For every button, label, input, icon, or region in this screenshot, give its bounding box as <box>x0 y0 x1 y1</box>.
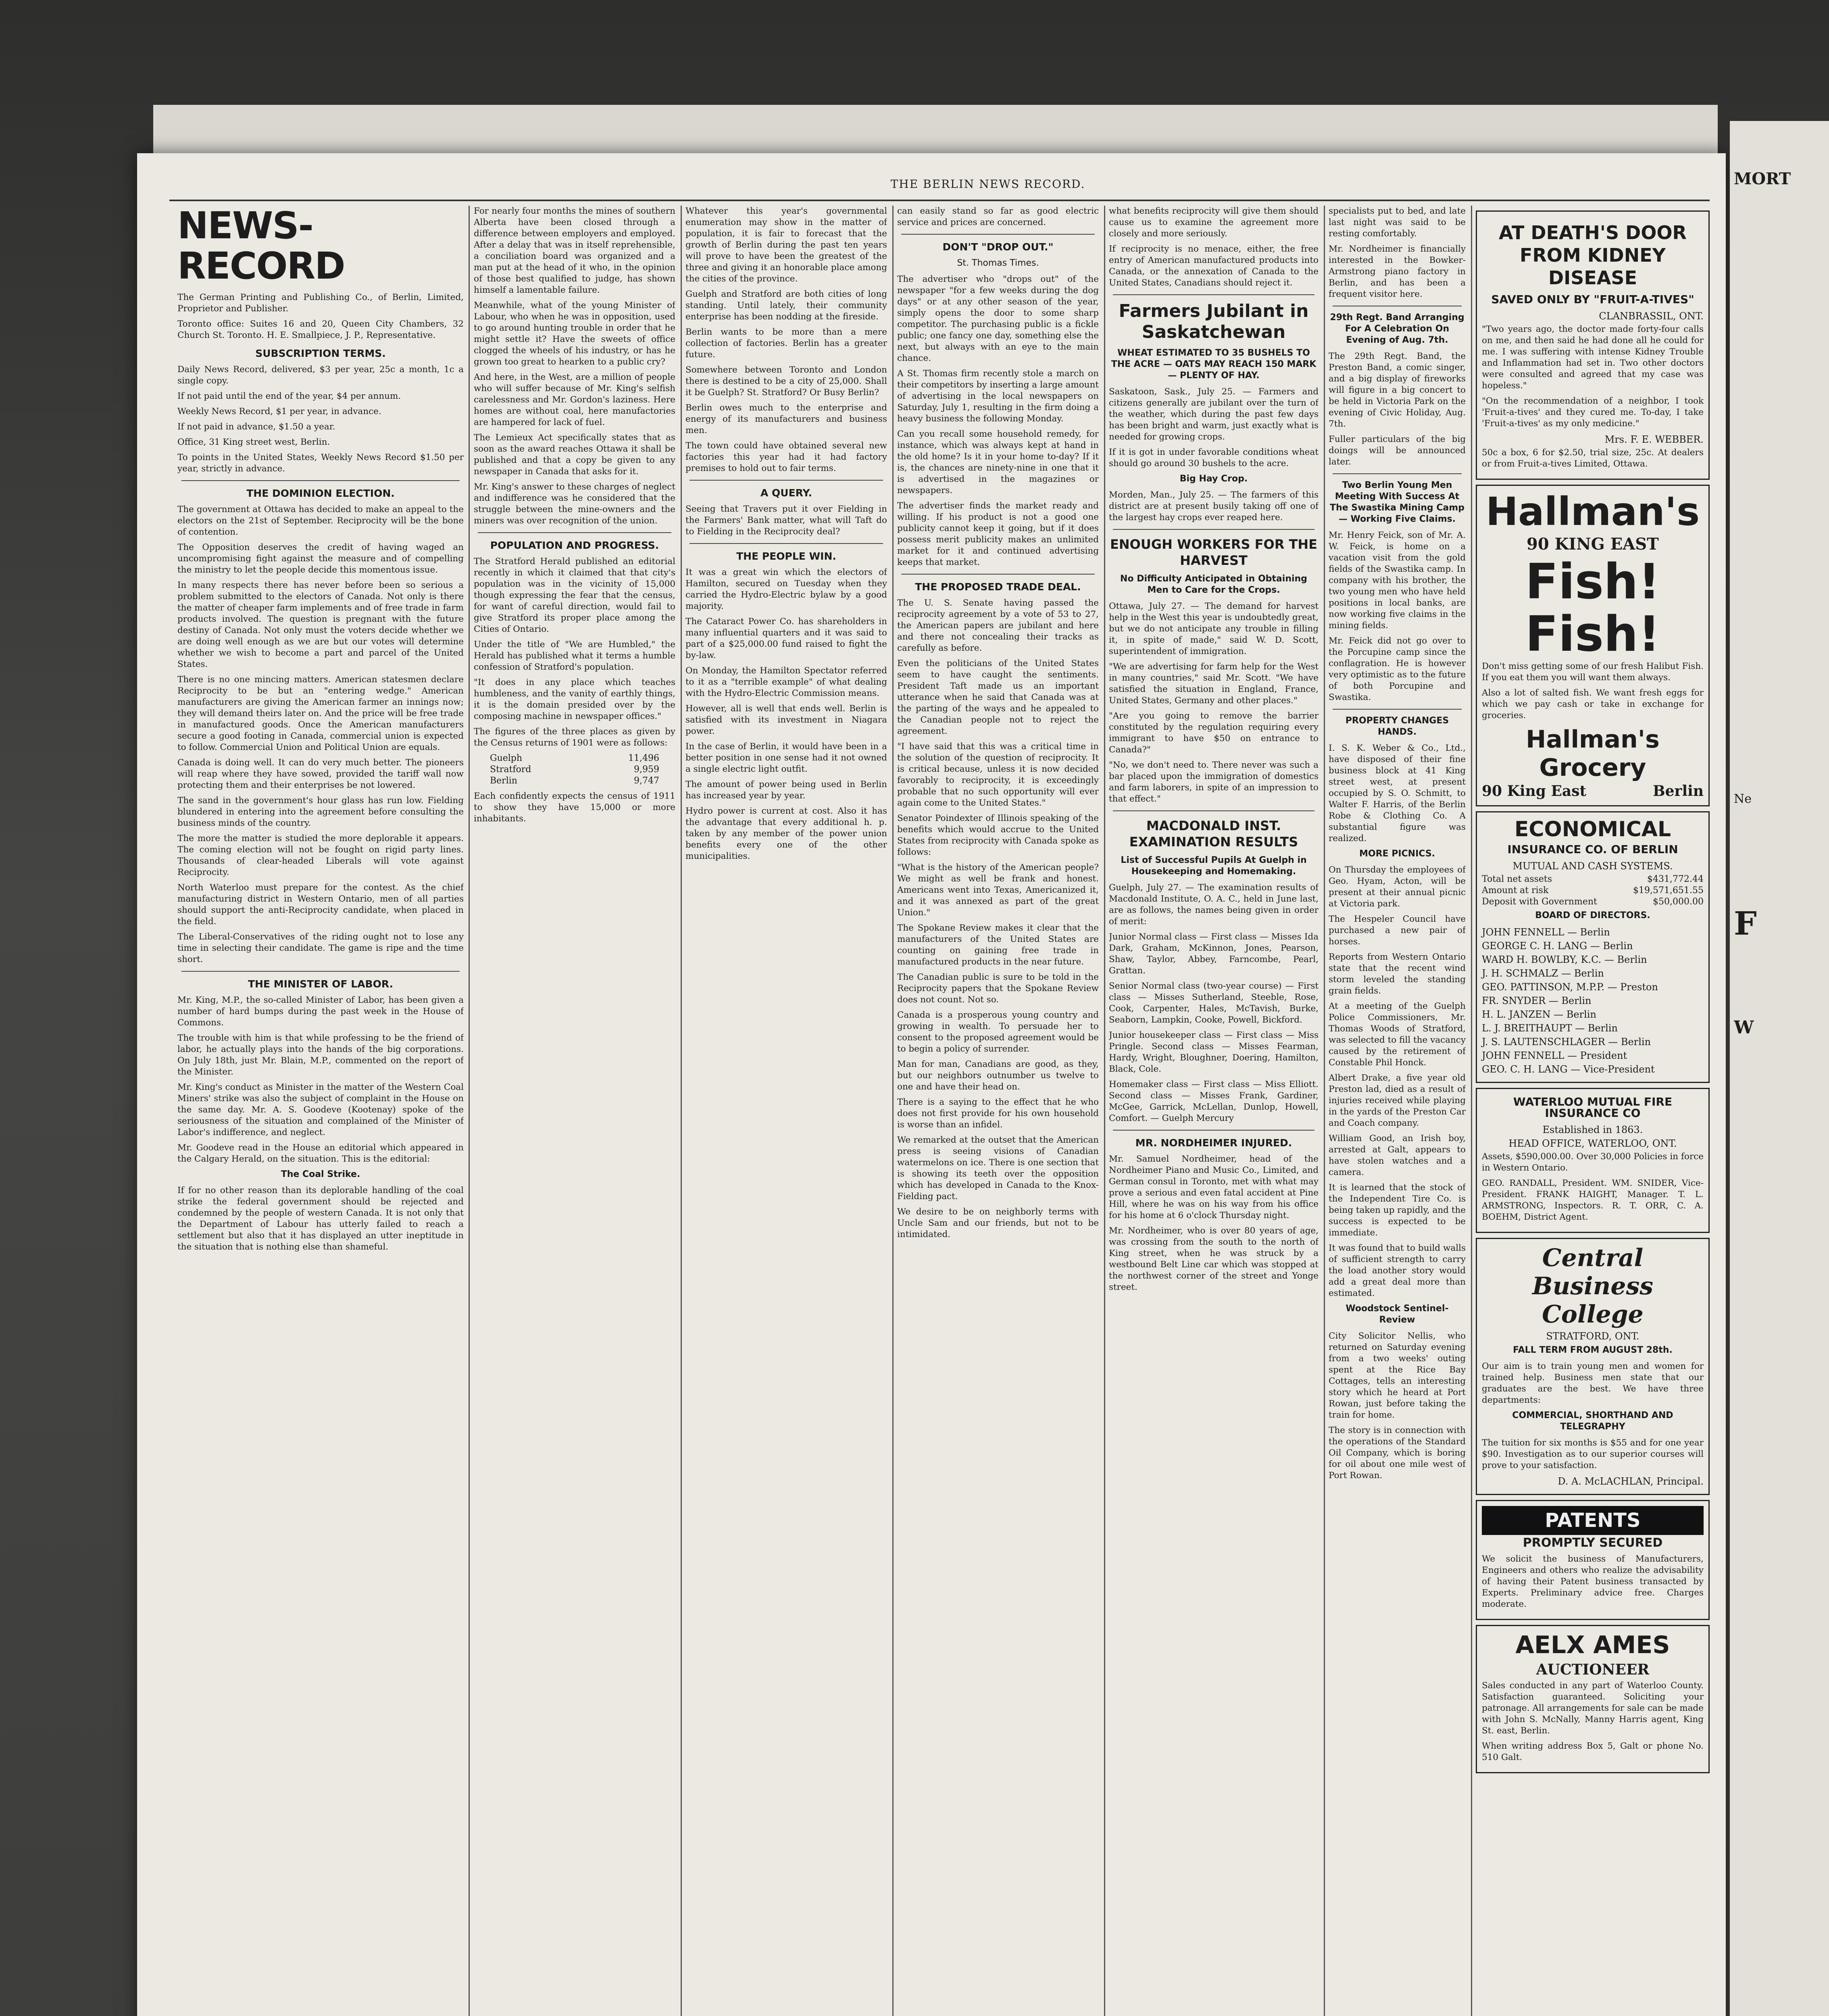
paragraph: The story is in connection with the operations of the Standard Oil Company, which is boring for oil about one mile west of Port Rowan. <box>1329 1425 1466 1481</box>
paragraph: The Lemieux Act specifically states that as soon as the award reaches Ottawa it shall be published and that a copy be given to any newspaper in Canada that asks for it. <box>474 433 675 477</box>
column-5 <box>1109 206 1319 2016</box>
paragraph: Don't miss getting some of our fresh Halibut Fish. If you eat them you will want them always. <box>1482 661 1704 683</box>
divider <box>690 480 883 481</box>
page-edge-top <box>153 105 1718 161</box>
column-rule <box>1104 206 1105 2016</box>
paragraph: If for no other reason than its deplorable handling of the coal strike the federal government should be rejected and condemned by the people of western Canada. It is not only that the Department of Labour has utterly failed to reach a settlement but also that it has displayed an utter ineptitude in the situation that is nothing else than shameful. <box>177 1185 464 1252</box>
paragraph: "We are advertising for farm help for the West in many countries," said Mr. Scott. "We have satisfied the situation in England, France, United States, Germany and other places." <box>1109 662 1319 706</box>
sub-weekly-2: If not paid in advance, $1.50 a year. <box>177 422 335 432</box>
publisher: The German Printing and Publishing Co., of Berlin, Limited, Proprietor and Publisher. <box>177 292 464 314</box>
director: GEO. C. H. LANG — Vice-President <box>1482 1064 1655 1075</box>
paragraph: Fuller particulars of the big doings will be announced later. <box>1329 434 1466 467</box>
patents-ad <box>1476 1500 1710 1620</box>
strip-text: Ne <box>1734 792 1752 806</box>
college-departments: COMMERCIAL, SHORTHAND AND TELEGRAPHY <box>1512 1410 1673 1432</box>
sub-weekly: Weekly News Record, $1 per year, in advance. <box>177 406 381 417</box>
paragraph: There is no one mincing matters. American statesmen declare Reciprocity to be but an "entering wedge." American manufacturers are giving the American farmer an innings now; they will demand theirs later on. And the price will be free trade in manufactured goods. Once the American manufacturers secure a good footing in Canada, commercial union is expected to follow. Commercial Union and Political Union are equals. <box>177 675 464 752</box>
director: J. H. SCHMALZ — Berlin <box>1482 968 1604 979</box>
college-name: Central Business College <box>1532 1244 1654 1329</box>
paragraph: "On the recommendation of a neighbor, I took 'Fruit-a-tives' and they cured me. To-day, I take 'Fruit-a-tives' as my only medicine." <box>1482 396 1704 429</box>
paragraph: When writing address Box 5, Galt or phone No. 510 Galt. <box>1482 1741 1704 1762</box>
paragraph: Even the politicians of the United States seem to have caught the sentiments. President Taft made us an important utterance when he said that Canada was at the parting of the ways and he appealed to the Canadian people not to reject the agreement. <box>897 658 1099 736</box>
fruit-a-tives-heading: AT DEATH'S DOOR FROM KIDNEY DISEASE <box>1499 222 1687 289</box>
paragraph: City Solicitor Nellis, who returned on Saturday evening from a two weeks' outing spent at the Rice Bay Cottages, tells an interesting story which he heard at Port Rowan, just before taking the train for home. <box>1329 1331 1466 1420</box>
auctioneer-title: AUCTIONEER <box>1536 1661 1650 1678</box>
paragraph: It was found that to build walls of sufficient strength to carry the load another story would add a great deal more than estimated. <box>1329 1243 1466 1298</box>
paragraph: The Spokane Review makes it clear that the manufacturers of the United States are counting on gaining free trade in manufactured products in the near future. <box>897 923 1099 967</box>
paragraph: Ottawa, July 27. — The demand for harvest help in the West this year is undoubtedly great, but we do not anticipate any trouble in filling it, in spite of made," said W. D. Scott, superintendent of immigration. <box>1109 601 1319 656</box>
running-head: THE BERLIN NEWS RECORD. <box>890 177 1085 191</box>
paragraph: The Liberal-Conservatives of the riding ought not to lose any time in selecting their candidate. The game is ripe and the time short. <box>177 932 464 964</box>
paragraph: Saskatoon, Sask., July 25. — Farmers and citizens generally are jubilant over the turn of the weather, which during the past few days has been bright and warm, just exactly what is needed for growing crops. <box>1109 387 1319 442</box>
picnics-heading: MORE PICNICS. <box>1359 849 1435 859</box>
paragraph: The sand in the government's hour glass has run low. Fielding blundered in entering into the agreement before consulting the business minds of the country. <box>177 796 464 828</box>
paragraph: At a meeting of the Guelph Police Commissioners, Mr. Thomas Woods of Stratford, was selected to fill the vacancy caused by the retirement of Constable Phil Honck. <box>1329 1001 1466 1068</box>
swastika-heading: Two Berlin Young Men Meeting With Success At The Swastika Mining Camp — Working Five Claims. <box>1330 480 1464 524</box>
paragraph: Berlin wants to be more than a mere collection of factories. Berlin has a greater future. <box>685 327 887 360</box>
paragraph: "Are you going to remove the barrier constituted by the regulation requiring every immigrant to have $50 on entrance to Canada?" <box>1109 711 1319 755</box>
fruit-a-tives-place: CLANBRASSIL, ONT. <box>1599 310 1704 322</box>
divider <box>901 574 1095 575</box>
row-value: $50,000.00 <box>1653 897 1704 907</box>
paragraph: Mr. King's answer to these charges of neglect and indifference was he considered that the struggle between the mine-owners and the miners was over recognition of the union. <box>474 482 675 526</box>
coal-heading: The Coal Strike. <box>281 1169 360 1179</box>
workers-subheading: No Difficulty Anticipated in Obtaining Men to Care for the Crops. <box>1120 574 1307 595</box>
census-row <box>474 764 675 775</box>
hallmans-footer-town: Berlin <box>1653 783 1704 800</box>
sentinel-heading: Woodstock Sentinel-Review <box>1346 1304 1449 1325</box>
column-4 <box>897 206 1099 2016</box>
census-value: 9,747 <box>634 776 659 786</box>
director: JOHN FENNELL — Berlin <box>1482 927 1610 938</box>
next-page-strip <box>1734 169 1829 2016</box>
paragraph: North Waterloo must prepare for the contest. As the chief manufacturing district in Western Ontario, men of all parties should support the anti-Reciprocity candidate, when placed in the field. <box>177 883 464 927</box>
paragraph: Morden, Man., July 25. — The farmers of this district are at present busily taking off one of the largest hay crops ever reaped here. <box>1109 490 1319 523</box>
patents-title: PATENTS <box>1482 1506 1704 1535</box>
divider <box>690 543 883 544</box>
column-rule <box>469 206 470 2016</box>
paragraph: The trouble with him is that while professing to be the friend of labor, he actually plays into the hands of the big corporations. On July 18th, just Mr. Blain, M.P., commented on the report of the Minister. <box>177 1033 464 1077</box>
auctioneer-ad <box>1476 1625 1710 1773</box>
paragraph: If reciprocity is no menace, either, the free entry of American manufactured products into Canada, or the annexation of Canada to the United States, Canadians should reject it. <box>1109 244 1319 288</box>
paragraph: "I have said that this was a critical time in the solution of the question of reciprocity. It is critical because, unless it is now decided favorably to reciprocity, it is exceedingly probable that no such opportunity will ever again come to the United States." <box>897 741 1099 808</box>
paragraph: On Monday, the Hamilton Spectator referred to it as a "terrible example" of what dealing with the Hydro-Electric Commission means. <box>685 666 887 698</box>
director: GEO. PATTINSON, M.P.P. — Preston <box>1482 981 1658 993</box>
paragraph: The town could have obtained several new factories this year had it had factory premises to hold out to fair terms. <box>685 441 887 473</box>
paragraph: In the case of Berlin, it would have been in a better position in one sense had it not owned a single electric light outfit. <box>685 741 887 774</box>
drop-out-source: St. Thomas Times. <box>957 258 1039 268</box>
paragraph: However, all is well that ends well. Berlin is satisfied with its investment in Niagara power. <box>685 704 887 736</box>
farmers-subheading: WHEAT ESTIMATED TO 35 BUSHELS TO THE ACRE — OATS MAY REACH 150 MARK — PLENTY OF HAY. <box>1111 348 1317 381</box>
hay-crop-heading: Big Hay Crop. <box>1179 474 1248 484</box>
column-rule <box>892 206 894 2016</box>
fruit-a-tives-signature: Mrs. F. E. WEBBER. <box>1604 434 1704 445</box>
paragraph: Our aim is to train young men and women for trained help. Business men state that our graduates are the best. We have three departments: <box>1482 1361 1704 1405</box>
paragraph: Canada is a prosperous young country and growing in wealth. To persuade her to consent to the proposed agreement would be to begin a policy of surrender. <box>897 1010 1099 1054</box>
paragraph: The government at Ottawa has decided to make an appeal to the electors on the 21st of September. Reciprocity will be the bone of contention. <box>177 504 464 537</box>
college-place: STRATFORD, ONT. <box>1546 1331 1639 1342</box>
paragraph: Junior Normal class — First class — Misses Ida Dark, Graham, McKinnon, Jones, Pearson, Shaw, Taylor, Abbey, Farncombe, Pearl, Grattan. <box>1109 932 1319 976</box>
column-7-ads <box>1476 206 1710 2016</box>
band-heading: 29th Regt. Band Arranging For A Celebration On Evening of Aug. 7th. <box>1330 312 1464 345</box>
paragraph: The amount of power being used in Berlin has increased year by year. <box>685 779 887 801</box>
hallmans-ad <box>1476 485 1710 806</box>
paragraph: Junior housekeeper class — First class — Miss Pringle. Second class — Misses Fearman, Hardy, Wright, Bloughner, Doering, Hamilton, Black, Cole. <box>1109 1030 1319 1074</box>
economical-row <box>1482 874 1704 885</box>
us-terms: To points in the United States, Weekly News Record $1.50 per year, strictly in advance. <box>177 452 464 474</box>
paragraph: Under the title of "We are Humbled," the Herald has published what it terms a humble confession of Stratford's population. <box>474 639 675 672</box>
divider <box>478 532 671 533</box>
column-6 <box>1329 206 1466 2016</box>
paragraph: The Cataract Power Co. has shareholders in many influential quarters and it was said to part of a $25,000.00 fund raised to fight the by-law. <box>685 616 887 660</box>
paragraph: It was a great win which the electors of Hamilton, secured on Tuesday when they carried the Hydro-Electric bylaw by a good majority. <box>685 567 887 611</box>
paragraph: For nearly four months the mines of southern Alberta have been closed through a difference between employers and employed. After a delay that was in itself reprehensible, a conciliation board was organized and a man put at the head of it who, in the opinion of those best qualified to judge, has shown himself a lamentable failure. <box>474 206 675 295</box>
paragraph: 50c a box, 6 for $2.50, trial size, 25c. At dealers or from Fruit-a-tives Limited, Ottawa. <box>1482 448 1704 469</box>
auctioneer-name: AELX AMES <box>1515 1631 1670 1659</box>
director: WARD H. BOWLBY, K.C. — Berlin <box>1482 954 1647 965</box>
paragraph: Mr. King, M.P., the so-called Minister of Labor, has been given a number of hard bumps during the past week in the House of Commons. <box>177 995 464 1028</box>
paragraph: The advertiser who "drops out" of the newspaper "for a few weeks during the dog days" or at any other season of the year, simply opens the door to some sharp competitor. The purchasing public is a fickle public; one fancy one day, something else the next, but always with an eye to the main chance. <box>897 274 1099 363</box>
paragraph: specialists put to bed, and late last night was said to be resting comfortably. <box>1329 206 1466 239</box>
paragraph: William Good, an Irish boy, arrested at Galt, appears to have stolen watches and a camera. <box>1329 1133 1466 1177</box>
board-heading: BOARD OF DIRECTORS. <box>1535 910 1650 921</box>
waterloo-heading: WATERLOO MUTUAL FIRE INSURANCE CO <box>1513 1095 1673 1120</box>
paragraph: Meanwhile, what of the young Minister of Labour, who when he was in opposition, used to go around hunting trouble in order that he might settle it? Have the sweets of office clogged the wheels of his industry, or has he grown too great to hearken to a public cry? <box>474 300 675 367</box>
census-place: Stratford <box>490 764 531 775</box>
paragraph: Assets, $590,000.00. Over 30,000 Policies in force in Western Ontario. <box>1482 1152 1704 1173</box>
divider <box>1333 473 1462 474</box>
director: GEORGE C. H. LANG — Berlin <box>1482 940 1633 952</box>
director: FR. SNYDER — Berlin <box>1482 995 1592 1006</box>
paragraph: The Stratford Herald published an editorial recently in which it claimed that that city's population was in the vicinity of 15,000 though expressing the fear that the census, for want of careful direction, would fail to give Stratford its proper place among the Cities of Ontario. <box>474 556 675 634</box>
paragraph: Seeing that Travers put it over Fielding in the Farmers' Bank matter, what will Taft do to Fielding in the Reciprocity deal? <box>685 504 887 537</box>
paragraph: "What is the history of the American people? We might as well be frank and honest. Americans went into Texas, Americanized it, and it was annexed as part of the great Union." <box>897 862 1099 918</box>
paragraph: We desire to be on neighborly terms with Uncle Sam and our friends, but not to be intimidated. <box>897 1207 1099 1239</box>
census-value: 11,496 <box>628 753 659 763</box>
subscription-heading: SUBSCRIPTION TERMS. <box>255 348 386 359</box>
paragraph: Guelph, July 27. — The examination results of Macdonald Institute, O. A. C., held in June last, are as follows, the names being given in order of merit: <box>1109 883 1319 927</box>
divider <box>181 480 460 481</box>
paragraph: The figures of the three places as given by the Census returns of 1901 were as follows: <box>474 727 675 748</box>
economical-ad <box>1476 811 1710 1083</box>
paragraph: Mr. Henry Feick, son of Mr. A. W. Feick, is home on a vacation visit from the gold fields of the Swastika camp. In company with his brother, the two young men who have held positions in local banks, are now working five claims in the mining fields. <box>1329 530 1466 631</box>
trade-deal-heading: THE PROPOSED TRADE DEAL. <box>915 581 1081 593</box>
farmers-heading: Farmers Jubilant in Saskatchewan <box>1119 301 1309 342</box>
paragraph: "Two years ago, the doctor made forty-four calls on me, and then said he had done all he could for me. I was suffering with intense Kidney Trouble and Inflammation had set in. Two other doctors were consulted and agreed that my case was hopeless." <box>1482 324 1704 391</box>
census-place: Berlin <box>490 776 517 786</box>
paragraph: Also a lot of salted fish. We want fresh eggs for which we pay cash or take in exchange for groceries. <box>1482 688 1704 721</box>
census-row <box>474 753 675 764</box>
row-label: Deposit with Government <box>1482 897 1597 907</box>
paragraph: Albert Drake, a five year old Preston lad, died as a result of injuries received while playing in the yards of the Preston Car and Coach company. <box>1329 1073 1466 1128</box>
paragraph: Senator Poindexter of Illinois speaking of the benefits which would accrue to the United States from reciprocity with Canada spoke as follows: <box>897 813 1099 857</box>
election-heading: THE DOMINION ELECTION. <box>246 487 395 499</box>
sub-notpaid: If not paid until the end of the year, $4 per annum. <box>177 391 401 401</box>
column-rule <box>1471 206 1472 2016</box>
patents-sub: PROMPTLY SECURED <box>1523 1536 1663 1550</box>
economical-heading: ECONOMICAL <box>1514 817 1671 841</box>
divider <box>1333 709 1462 710</box>
drop-out-heading: DON'T "DROP OUT." <box>942 241 1054 253</box>
paragraph: The Canadian public is sure to be told in the Reciprocity papers that the Spokane Review does not count. Not so. <box>897 972 1099 1005</box>
director: JOHN FENNELL — President <box>1482 1050 1627 1061</box>
divider <box>901 234 1095 235</box>
paragraph: The tuition for six months is $55 and for one year $90. Investigation as to our superior courses will prove to your satisfaction. <box>1482 1438 1704 1470</box>
paragraph: And here, in the West, are a million of people who will suffer because of Mr. King's selfish carelessness and Mr. Gordon's laziness. Here homes are without coal, here manufactories are hampered for lack of fuel. <box>474 372 675 427</box>
query-heading: A QUERY. <box>760 487 812 499</box>
divider <box>1113 294 1314 295</box>
paragraph: Can you recall some household remedy, for instance, which was always kept at hand in the old home? Is it in your home to-day? If it is, the chances are ninety-nine in one that it is advertised in the magazines or newspapers. <box>897 429 1099 496</box>
people-win-heading: THE PEOPLE WIN. <box>736 550 836 562</box>
column-1 <box>177 206 464 2016</box>
paragraph: The U. S. Senate having passed the reciprocity agreement by a vote of 53 to 27, the American papers are jubilant and here and there not concealing their tracks as carefully as before. <box>897 598 1099 653</box>
divider <box>1113 529 1314 530</box>
economical-row <box>1482 885 1704 896</box>
paragraph: "No, we don't need to. There never was such a bar placed upon the immigration of domestics and farm laborers, in spite of an impression to that effect." <box>1109 760 1319 804</box>
strip-text: W <box>1734 1017 1754 1038</box>
paragraph: A St. Thomas firm recently stole a march on their competitors by inserting a large amount of advertising in the local newspapers on Saturday, July 1, resulting in the firm doing a heavy business the following Monday. <box>897 369 1099 424</box>
column-3 <box>685 206 887 2016</box>
economical-sub: INSURANCE CO. OF BERLIN <box>1507 843 1678 856</box>
director: J. S. LAUTENSCHLAGER — Berlin <box>1482 1036 1651 1048</box>
college-term: FALL TERM FROM AUGUST 28th. <box>1513 1345 1673 1355</box>
paragraph: "It does in any place which teaches humbleness, and the vanity of earthly things, it is the domain presided over by the composing machine in newspaper offices." <box>474 677 675 721</box>
paragraph: GEO. RANDALL, President. WM. SNIDER, Vice-President. FRANK HAIGHT, Manager. T. L. ARMSTRONG, Inspectors. R. T. ORR, C. A. BOEHM, District Agent. <box>1482 1178 1704 1222</box>
column-rule <box>1324 206 1325 2016</box>
director: H. L. JANZEN — Berlin <box>1482 1009 1596 1020</box>
paragraph: Mr. Goodeve read in the House an editorial which appeared in the Calgary Herald, on the situation. This is the editorial: <box>177 1143 464 1164</box>
row-value: $19,571,651.55 <box>1633 885 1704 896</box>
paragraph: The advertiser finds the market ready and willing. If his product is not a good one publicity cannot keep it going, but if it does possess merit publicity makes an unlimited market for it and continued advertising keeps that market. <box>897 501 1099 567</box>
paragraph: There is a saying to the effect that he who does not first provide for his own household is worse than an infidel. <box>897 1097 1099 1130</box>
row-value: $431,772.44 <box>1647 874 1704 884</box>
column-rule <box>681 206 682 2016</box>
paragraph: We remarked at the outset that the American press is seeing visions of Canadian watermelons on ice. There is one section that is showing its teeth over the opposition which has developed in Canada to the Knox-Fielding pact. <box>897 1135 1099 1202</box>
paragraph: I. S. K. Weber & Co., Ltd., have disposed of their fine business block at 41 King street west, at present occupied by S. O. Schmitt, to Walter F. Harris, of the Berlin Robe & Clothing Co. A substantial figure was realized. <box>1329 743 1466 843</box>
toronto-office: Toronto office: Suites 16 and 20, Queen City Chambers, 32 Church St. Toronto. H. E. Smallpiece, J. P., Representative. <box>177 319 464 340</box>
hallmans-name: Hallman's <box>1485 489 1700 534</box>
paragraph: Sales conducted in any part of Waterloo County. Satisfaction guaranteed. Soliciting your patronage. All arrangements for sale can be made with John S. McNally, Manny Harris agent, King St. east, Berlin. <box>1482 1681 1704 1736</box>
paragraph: In many respects there has never before been so serious a problem submitted to the electors of Canada. Not only is there the matter of cheaper farm implements and of free trade in farm products involved. The question is pregnant with the future destiny of Canada. Not only must the voters decide whether we are doing well enough as we are but our votes will determine whether we wish to become a part and parcel of the United States. <box>177 580 464 669</box>
population-heading: POPULATION AND PROGRESS. <box>490 539 659 551</box>
sub-daily: Daily News Record, delivered, $3 per year, 25c a month, 1c a single copy. <box>177 364 464 386</box>
masthead: NEWS-RECORD <box>177 206 345 287</box>
paragraph: Each confidently expects the census of 1911 to show they have 15,000 or more inhabitants. <box>474 791 675 824</box>
paragraph: Guelph and Stratford are both cities of long standing. Until lately, their community enterprise has been nodding at the fireside. <box>685 289 887 322</box>
college-signature: D. A. McLACHLAN, Principal. <box>1558 1476 1704 1487</box>
paragraph: On Thursday the employees of Geo. Hyam, Acton, will be present at their annual picnic at Victoria park. <box>1329 865 1466 909</box>
economical-systems: MUTUAL AND CASH SYSTEMS. <box>1512 860 1673 872</box>
paragraph: Mr. Feick did not go over to the Porcupine camp since the conflagration. He is however very optimistic as to the future of both Porcupine and Swastika. <box>1329 636 1466 702</box>
census-row <box>474 775 675 791</box>
census-value: 9,959 <box>634 764 659 775</box>
divider <box>1113 810 1314 811</box>
paragraph: The Opposition deserves the credit of having waged an uncompromising fight against the measure and of compelling the ministry to let the people decide this momentous issue. <box>177 542 464 575</box>
paragraph: Mr. King's conduct as Minister in the matter of the Western Coal Miners' strike was also the subject of complaint in the House on the same day. Mr. A. S. Goodeve (Kootenay) spoke of the seriousness of the situation and complained of the Minister of Labor's indifference, and neglect. <box>177 1082 464 1137</box>
paragraph: If it is got in under favorable conditions wheat should go around 30 bushels to the acre. <box>1109 447 1319 469</box>
workers-heading: ENOUGH WORKERS FOR THE HARVEST <box>1110 537 1317 568</box>
divider <box>1113 1130 1314 1131</box>
waterloo-established: Established in 1863. <box>1542 1124 1643 1135</box>
paragraph: Mr. Samuel Nordheimer, head of the Nordheimer Piano and Music Co., Limited, and German consul in Toronto, met with what may prove a serious and even fatal accident at Pine Hill, where he was on his way from his office for his home at 6 o'clock Thursday night. <box>1109 1154 1319 1220</box>
nordheimer-heading: MR. NORDHEIMER INJURED. <box>1135 1137 1292 1149</box>
minister-heading: THE MINISTER OF LABOR. <box>248 978 394 990</box>
paragraph: Somewhere between Toronto and London there is destined to be a city of 25,000. Shall it be Guelph? St. Stratford? Or Busy Berlin? <box>685 365 887 398</box>
paragraph: Berlin owes much to the enterprise and energy of its manufacturers and business men. <box>685 403 887 435</box>
hallmans-address: 90 KING EAST <box>1527 535 1659 554</box>
hallmans-fish: Fish! Fish! <box>1525 554 1660 662</box>
paragraph: Whatever this year's governmental enumeration may show in the matter of population, it is fair to forecast that the growth of Berlin during the past ten years will prove to have been the greatest of the three and giving it an honorable place among the cities of the province. <box>685 206 887 284</box>
director: L. J. BREITHAUPT — Berlin <box>1482 1023 1618 1034</box>
paragraph: Homemaker class — First class — Miss Elliott. Second class — Misses Frank, Gardiner, McGee, Garrick, McLellan, Dunlop, Howell, Comfort. — Guelph Mercury <box>1109 1079 1319 1123</box>
office: Office, 31 King street west, Berlin. <box>177 437 330 447</box>
paragraph: Senior Normal class (two-year course) — First class — Misses Sutherland, Steeble, Rose, Cook, Carpenter, Hales, McTavish, Burke, Seaborn, Lampkin, Cooke, Powell, Bickford. <box>1109 981 1319 1025</box>
census-place: Guelph <box>490 753 523 763</box>
column-2 <box>474 206 675 2016</box>
row-label: Total net assets <box>1482 874 1552 884</box>
paragraph: We solicit the business of Manufacturers, Engineers and others who realize the advisability of having their Patent business transacted by Experts. Preliminary advice free. Charges moderate. <box>1482 1554 1704 1609</box>
business-college-ad <box>1476 1238 1710 1495</box>
paragraph: Canada is doing well. It can do very much better. The pioneers will reap where they have sowed, provided the tariff wall now protecting them and their enterprises be not lowered. <box>177 758 464 790</box>
economical-row <box>1482 896 1704 908</box>
paragraph: Hydro power is current at cost. Also it has the advantage that every additional h. p. taken by any member of the power union benefits every one of the other municipalities. <box>685 806 887 861</box>
header-rule <box>169 200 1710 201</box>
hallmans-grocery: Hallman's Grocery <box>1526 725 1660 782</box>
paragraph: Mr. Nordheimer is financially interested in the Bowker-Armstrong piano factory in Berlin, and has been a frequent visitor here. <box>1329 244 1466 299</box>
paragraph: The Hespeler Council have purchased a new pair of horses. <box>1329 914 1466 947</box>
fruit-a-tives-sub: SAVED ONLY BY "FRUIT-A-TIVES" <box>1491 293 1694 306</box>
waterloo-mutual-ad <box>1476 1088 1710 1233</box>
paragraph: can easily stand so far as good electric service and prices are concerned. <box>897 206 1099 227</box>
paragraph: Mr. Nordheimer, who is over 80 years of age, was crossing from the south to the north of King street, when he was struck by a westbound Belt Line car which was stopped at the northwest corner of the street and Yonge street. <box>1109 1226 1319 1292</box>
paragraph: The 29th Regt. Band, the Preston Band, a comic singer, and a big display of fireworks will figure in a big concert to be held in Victoria Park on the evening of Civic Holiday, Aug. 7th. <box>1329 351 1466 429</box>
paragraph: The more the matter is studied the more deplorable it appears. The coming election will not be fought on rigid party lines. Thousands of clear-headed Liberals will vote against Reciprocity. <box>177 833 464 877</box>
hallmans-footer-address: 90 King East <box>1482 783 1587 800</box>
paragraph: It is learned that the stock of the Independent Tire Co. is being taken up rapidly, and the success is expected to be immediate. <box>1329 1183 1466 1238</box>
fruit-a-tives-ad <box>1476 210 1710 480</box>
divider <box>181 971 460 972</box>
strip-text: F <box>1734 904 1757 942</box>
macdonald-subheading: List of Successful Pupils At Guelph in Housekeeping and Homemaking. <box>1121 855 1307 877</box>
property-heading: PROPERTY CHANGES HANDS. <box>1345 716 1449 737</box>
waterloo-office: HEAD OFFICE, WATERLOO, ONT. <box>1508 1138 1677 1149</box>
paragraph: Reports from Western Ontario state that the recent wind storm leveled the standing grain fields. <box>1329 952 1466 996</box>
paragraph: what benefits reciprocity will give them should cause us to examine the agreement more closely and more seriously. <box>1109 206 1319 239</box>
hallmans-footer <box>1482 782 1704 800</box>
macdonald-heading: MACDONALD INST. EXAMINATION RESULTS <box>1129 818 1298 850</box>
row-label: Amount at risk <box>1482 885 1549 896</box>
paragraph: Man for man, Canadians are good, as they, but our neighbors outnumber us twelve to one and have their head on. <box>897 1059 1099 1092</box>
strip-text: MORT <box>1734 169 1791 188</box>
